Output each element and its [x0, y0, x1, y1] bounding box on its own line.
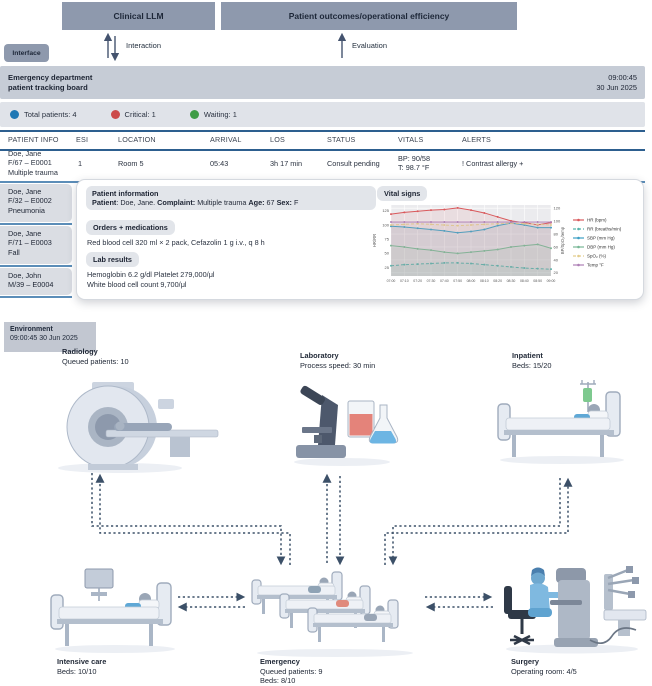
orders-medications-title: Orders + medications — [86, 220, 175, 235]
intensive-care-bed-illustration — [45, 563, 185, 655]
svg-text:BP/SpO₂/temp: BP/SpO₂/temp — [560, 226, 565, 255]
emergency-beds-illustration — [250, 568, 420, 658]
col-patient-info: PATIENT INFO — [8, 135, 59, 144]
svg-text:08:40: 08:40 — [519, 279, 529, 283]
patient-outcomes-box: Patient outcomes/operational efficiency — [221, 2, 517, 30]
evaluation-arrow-icon — [336, 32, 348, 62]
svg-text:HR (bpm): HR (bpm) — [587, 217, 607, 223]
board-status-row — [0, 102, 645, 127]
table-header-row — [0, 130, 645, 151]
inpatient-label: Inpatient Beds: 15/20 — [512, 351, 552, 370]
svg-text:60: 60 — [553, 244, 558, 250]
svg-text:100: 100 — [553, 218, 561, 224]
patient-information-section: Patient information Patient: Doe, Jane. Complaint: Multiple trauma Age: 67 Sex: F — [86, 186, 376, 210]
svg-text:125: 125 — [382, 208, 389, 214]
svg-text:SpO₂ (%): SpO₂ (%) — [587, 253, 606, 259]
svg-text:07:00: 07:00 — [386, 279, 396, 283]
col-esi: ESI — [76, 135, 89, 144]
board-clock: 09:00:45 30 Jun 2025 — [596, 72, 637, 92]
critical-dot-icon — [111, 110, 120, 119]
col-status: STATUS — [327, 135, 356, 144]
interaction-arrows-icon — [103, 32, 121, 62]
patient-info-text: Patient: Doe, Jane. Complaint: Multiple trauma Age: 67 Sex: F — [92, 198, 299, 207]
row-divider — [0, 265, 72, 267]
laboratory-label: Laboratory Process speed: 30 min — [300, 351, 376, 370]
interaction-label: Interaction — [126, 41, 162, 50]
table-row[interactable]: Doe, Jane F/32 – E0002 Pneumonia — [0, 184, 72, 222]
board-header — [0, 66, 645, 99]
svg-text:RR (breaths/min): RR (breaths/min) — [587, 226, 622, 232]
clinical-llm-box: Clinical LLM — [62, 2, 215, 30]
svg-text:50: 50 — [384, 250, 389, 256]
inpatient-bed-illustration — [490, 378, 638, 466]
col-arrival: ARRIVAL — [210, 135, 242, 144]
svg-text:HR/RR: HR/RR — [372, 233, 377, 248]
board-title: Emergency department patient tracking board — [8, 73, 93, 92]
col-alerts: ALERTS — [462, 135, 492, 144]
svg-text:08:10: 08:10 — [479, 279, 489, 283]
svg-text:07:50: 07:50 — [453, 279, 463, 283]
svg-text:08:50: 08:50 — [533, 279, 543, 283]
svg-text:40: 40 — [553, 257, 558, 263]
orders-medications-text: Red blood cell 320 ml × 2 pack, Cefazolin 1 g i.v., q 8 h — [87, 238, 265, 247]
col-location: LOCATION — [118, 135, 156, 144]
lab-results-title: Lab results — [86, 252, 139, 267]
stat-critical: Critical: 1 — [111, 110, 156, 119]
svg-text:09:00: 09:00 — [546, 279, 556, 283]
svg-text:Temp °F: Temp °F — [587, 262, 604, 268]
table-row[interactable]: Doe, John M/39 – E0004 — [0, 268, 72, 295]
svg-text:07:20: 07:20 — [413, 279, 423, 283]
svg-text:SBP (mm Hg): SBP (mm Hg) — [587, 235, 615, 241]
surgery-label: Surgery Operating room: 4/5 — [511, 657, 577, 676]
svg-text:07:30: 07:30 — [426, 279, 436, 283]
svg-text:20: 20 — [553, 270, 558, 276]
svg-text:08:30: 08:30 — [506, 279, 516, 283]
surgery-robot-illustration — [500, 558, 652, 655]
svg-text:100: 100 — [382, 222, 389, 228]
svg-text:08:00: 08:00 — [466, 279, 476, 283]
col-vitals: VITALS — [398, 135, 424, 144]
stat-total-patients: Total patients: 4 — [10, 110, 77, 119]
svg-text:120: 120 — [553, 205, 561, 211]
row-divider — [0, 296, 72, 298]
waiting-dot-icon — [190, 110, 199, 119]
vital-signs-chart — [371, 200, 639, 296]
svg-text:07:40: 07:40 — [439, 279, 449, 283]
lab-results-text: Hemoglobin 6.2 g/dl Platelet 279,000/μl White blood cell count 9,700/μl — [87, 270, 215, 289]
intensive-care-label: Intensive care Beds: 10/10 — [57, 657, 107, 676]
svg-text:80: 80 — [553, 231, 558, 237]
svg-text:07:10: 07:10 — [399, 279, 409, 283]
table-row[interactable]: Doe, Jane F/67 – E0001 Multiple trauma 1 Room 5 05:43 3h 17 min Consult pending BP: 90/58 T: 98.7 °F ! Contrast allergy + — [8, 149, 524, 177]
radiology-label: Radiology Queued patients: 10 — [62, 347, 129, 366]
evaluation-label: Evaluation — [352, 41, 388, 50]
stat-waiting: Waiting: 1 — [190, 110, 237, 119]
row-divider — [0, 223, 72, 225]
svg-text:75: 75 — [384, 236, 389, 242]
environment-chip: Environment 09:00:45 30 Jun 2025 — [4, 322, 96, 352]
total-patients-dot-icon — [10, 110, 19, 119]
patient-detail-popup — [76, 179, 644, 300]
col-los: LOS — [270, 135, 285, 144]
svg-text:25: 25 — [384, 264, 389, 270]
emergency-label: Emergency Queued patients: 9 Beds: 8/10 — [260, 657, 323, 686]
svg-text:08:20: 08:20 — [493, 279, 503, 283]
vital-signs-title: Vital signs — [377, 186, 427, 201]
svg-text:DBP (mm Hg): DBP (mm Hg) — [587, 244, 615, 250]
table-row[interactable]: Doe, Jane F/71 – E0003 Fall — [0, 226, 72, 264]
laboratory-illustration — [290, 383, 400, 467]
interface-chip: Interface — [4, 44, 49, 62]
